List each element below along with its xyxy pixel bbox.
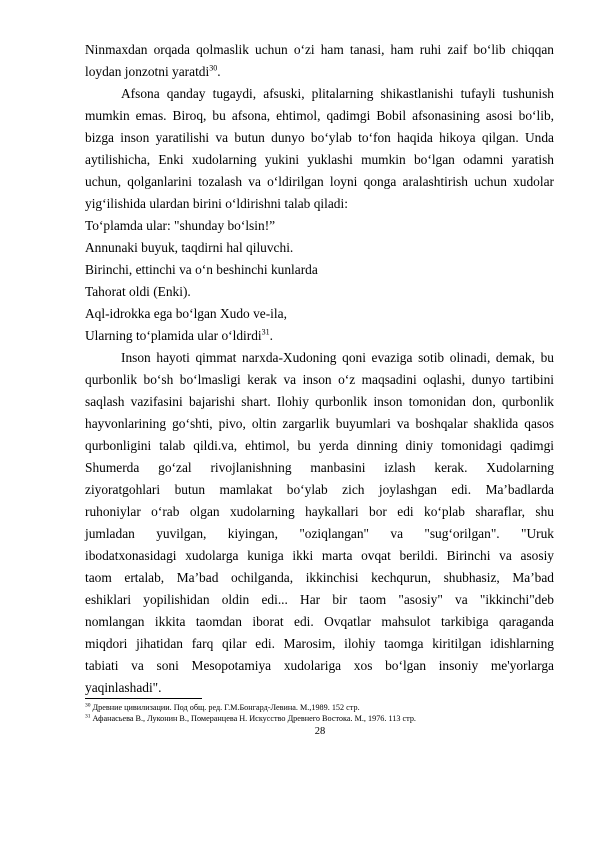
poem-line: Aql-idrokka ega bo‘lgan Xudo ve-ila, bbox=[85, 306, 287, 321]
body-line: yig‘ilishida ulardan birini o‘ldirishni talab qiladi: bbox=[85, 196, 348, 211]
footnote-ref[interactable]: 31 bbox=[261, 327, 270, 337]
body-line: Ninmaxdan orqada qolmaslik uchun o‘zi ham tanasi, ham ruhi zaif bo‘lib chiqqan bbox=[85, 42, 554, 57]
body-line: qurbonlik bo‘sh bo‘lmasligi kerak va inson o‘z maqsadini oqlashi, dunyo tartibini bbox=[85, 372, 554, 387]
poem-line: Annunaki buyuk, taqdirni hal qiluvchi. bbox=[85, 240, 294, 255]
page-number: 28 bbox=[314, 726, 326, 737]
footnote-ref[interactable]: 30 bbox=[209, 63, 218, 73]
body-line: bizga inson yaratilishi va butun dunyo bo‘ylab to‘fon haqida hikoya qilgan. Unda bbox=[85, 130, 554, 145]
body-line: ruhoniylar o‘rab olgan xudolarning haykallari bor edi ko‘plab sharaflar, shu bbox=[85, 504, 554, 519]
body-line: Afsona qanday tugaydi, afsuski, plitalarning shikastlanishi tufayli tushunish bbox=[121, 86, 554, 101]
body-line: saqlash vazifasini bajarishi shart. Ilohiy qurbonlik inson tomonidan don, qurbonlik bbox=[85, 394, 554, 409]
footnote-separator bbox=[85, 698, 202, 699]
body-line: uchun, qolganlarini tozalash va o‘ldirilgan loyni qonga aralashtirish uchun xudolar bbox=[85, 174, 554, 189]
body-line: Shumerda go‘zal rivojlanishning manbasini izlash kerak. Xudolarning bbox=[85, 460, 554, 475]
poem-line: Tahorat oldi (Enki). bbox=[85, 284, 191, 299]
body-line: hayvonlarining go‘shti, pivo, oltin zargarlik buyumlari va boshqalar shaklida qasos bbox=[85, 416, 554, 431]
body-line: mumkin emas. Biroq, bu afsona, ehtimol, qadimgi Bobil afsonasining asosi bo‘lib, bbox=[85, 108, 554, 123]
body-line: eshiklari yopilishidan oldin edi... Har bir taom "asosiy" va "ikkinchi"deb bbox=[85, 592, 554, 607]
body-line: loydan jonzotni yaratdi$^{30}$. bbox=[85, 63, 221, 79]
body-line: tabiati va soni Mesopotamiya xudolariga xos bo‘lgan insoniy me'yorlarga bbox=[85, 658, 554, 673]
body-line: qurbonligini talab qildi.va, ehtimol, bu yerda dinning diniy tomonidagi qadimgi bbox=[85, 438, 554, 453]
body-line: yaqinlashadi". bbox=[85, 680, 162, 695]
footnote: $^{30}$ Древние цивилизации. Под общ. ред. Г.М.Бонгард-Левина. М.,1989. 152 стр. bbox=[85, 702, 360, 712]
poem-line: Ularning to‘plamida ular o‘ldirdi$^{31}$. bbox=[85, 327, 273, 343]
body-line: jumladan yuvilgan, kiyingan, "oziqlangan" va "sug‘orilgan". "Uruk bbox=[85, 526, 554, 541]
body-line: miqdori jihatidan farq qilar edi. Marosim, ilohiy taomga kiritilgan idishlarning bbox=[85, 636, 554, 651]
poem-line: To‘plamda ular: "shunday bo‘lsin!” bbox=[85, 218, 276, 233]
body-line: ibodatxonasidagi xudolarga kuniga ikki marta ovqat berildi. Birinchi va asosiy bbox=[85, 548, 554, 563]
body-line: aytilishicha, Enki xudolarning yukini yuklashi mumkin bo‘lgan odamni yaratish bbox=[85, 152, 554, 167]
body-line: Inson hayoti qimmat narxda-Xudoning qoni evaziga sotib olinadi, demak, bu bbox=[121, 350, 554, 365]
footnote: $^{31}$ Афанасьева В., Луконин В., Померанцева Н. Искусство Древнего Востока. М., 1976. 113 стр. bbox=[85, 713, 416, 723]
body-line: taom ertalab, Ma’bad ochilganda, ikkinchisi kechqurun, shubhasiz, Ma’bad bbox=[85, 570, 554, 585]
body-line: ziyoratgohlari butun mamlakat bo‘ylab zich joylashgan edi. Ma’badlarda bbox=[85, 482, 554, 497]
body-line: nomlangan ikkita taomdan iborat edi. Ovqatlar mahsulot tarkibiga qaraganda bbox=[85, 614, 554, 629]
poem-line: Birinchi, ettinchi va o‘n beshinchi kunlarda bbox=[85, 262, 318, 277]
